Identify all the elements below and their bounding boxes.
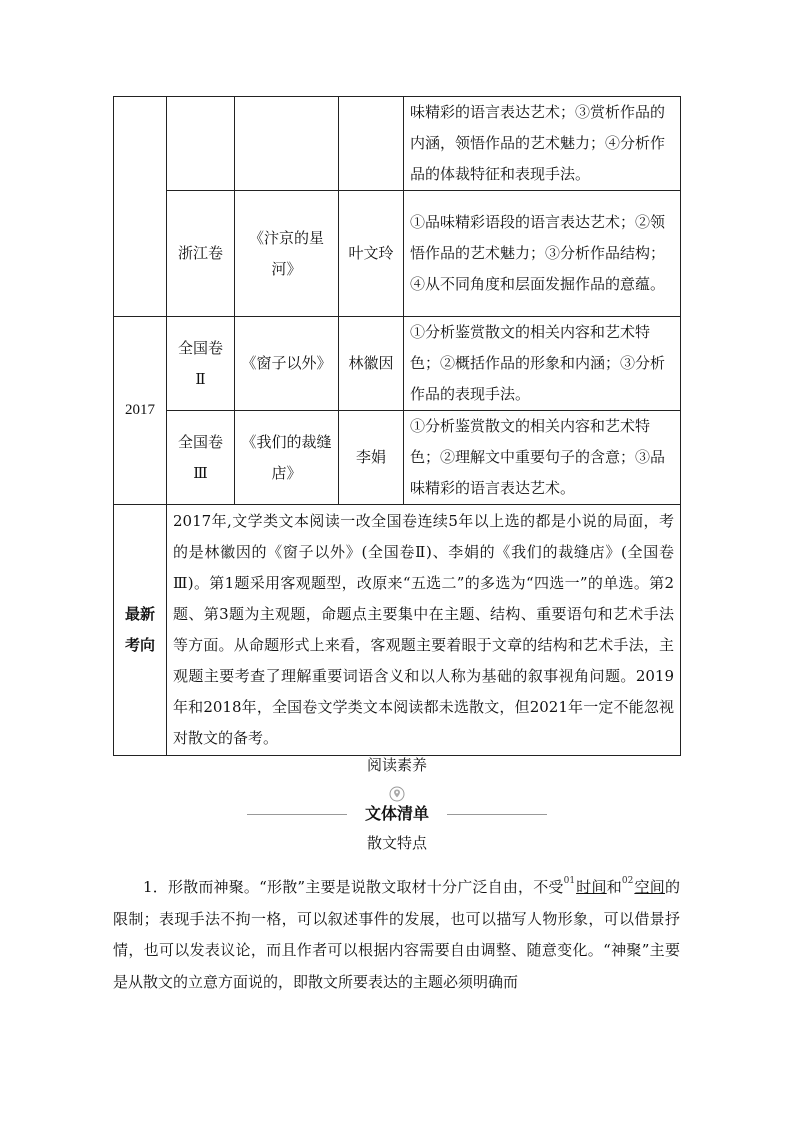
section-title: 阅读素养 xyxy=(366,756,427,774)
title-cell-empty xyxy=(235,97,339,191)
paragraph-lead: 1．形散而神聚。“形散”主要是说散文取材十分广泛自由，不受 xyxy=(143,878,564,896)
requirement-cell: ①分析鉴赏散文的相关内容和艺术特色；②概括作品的形象和内涵；③分析作品的表现手法。 xyxy=(404,317,681,411)
blank-word-1: 时间 xyxy=(576,878,607,896)
requirement-cell: ①品味精彩语段的语言表达艺术；②领悟作品的艺术魅力；③分析作品结构；④从不同角度和层面发掘作品的意蕴。 xyxy=(404,191,681,317)
exam-table xyxy=(113,96,681,756)
paragraph-mid: 和 xyxy=(606,878,622,896)
banner xyxy=(247,802,547,826)
table-row xyxy=(114,317,681,411)
author-cell: 李娟 xyxy=(339,411,404,505)
blank-word-2: 空间 xyxy=(634,878,665,896)
table-row xyxy=(114,411,681,505)
trend-text: 2017年,文学类文本阅读一改全国卷连续5年以上选的都是小说的局面，考的是林徽因的《窗子以外》(全国卷Ⅱ)、李娟的《我们的裁缝店》(全国卷Ⅲ)。第1题采用客观题型，改原来“五选二”的多选为“四选一”的单选。第2题、第3题为主观题，命题点主要集中在主题、结构、重要语句和艺术手法等方面。从命题形式上来看，客观题主要着眼于文章的结构和艺术手法，主观题主要考查了理解重要词语含义和以人称为基础的叙事视角问题。2019年和2018年，全国卷文学类文本阅读都未选散文，但2021年一定不能忽视对散文的备考。 xyxy=(167,505,681,756)
title-cell: 《汴京的星河》 xyxy=(235,191,339,317)
answer-marker-01: 01 xyxy=(563,876,576,886)
author-cell: 林徽因 xyxy=(339,317,404,411)
title-cell: 《我们的裁缝店》 xyxy=(235,411,339,505)
author-cell-empty xyxy=(339,97,404,191)
table-row xyxy=(114,97,681,191)
table-row xyxy=(114,505,681,756)
requirement-cell: 味精彩的语言表达艺术；③赏析作品的内涵，领悟作品的艺术魅力；④分析作品的体裁特征和表现手法。 xyxy=(404,97,681,191)
year-cell-empty xyxy=(114,97,167,317)
title-cell: 《窗子以外》 xyxy=(235,317,339,411)
paper-cell: 浙江卷 xyxy=(167,191,235,317)
subtitle: 散文特点 xyxy=(366,834,427,852)
paper-cell-empty xyxy=(167,97,235,191)
body-paragraph xyxy=(113,866,680,998)
paper-cell: 全国卷Ⅲ xyxy=(167,411,235,505)
banner-rule-right xyxy=(447,814,547,815)
requirement-cell: ①分析鉴赏散文的相关内容和艺术特色；②理解文中重要句子的含意；③品味精彩的语言表达艺术。 xyxy=(404,411,681,505)
banner-title: 文体清单 xyxy=(364,804,429,823)
paragraph-rest: 的限制；表现手法不拘一格，可以叙述事件的发展，也可以描写人物形象，可以借景抒情，也可以发表议论，而且作者可以根据内容需要自由调整、随意变化。“神聚”主要是从散文的立意方面说的，即散文所要表达的主题必须明确而 xyxy=(113,878,680,991)
table-row xyxy=(114,191,681,317)
year-cell: 2017 xyxy=(114,317,167,505)
trend-label: 最新考向 xyxy=(114,505,167,756)
answer-marker-02: 02 xyxy=(621,876,634,886)
author-cell: 叶文玲 xyxy=(339,191,404,317)
location-pin-icon xyxy=(389,786,405,802)
paper-cell: 全国卷Ⅱ xyxy=(167,317,235,411)
